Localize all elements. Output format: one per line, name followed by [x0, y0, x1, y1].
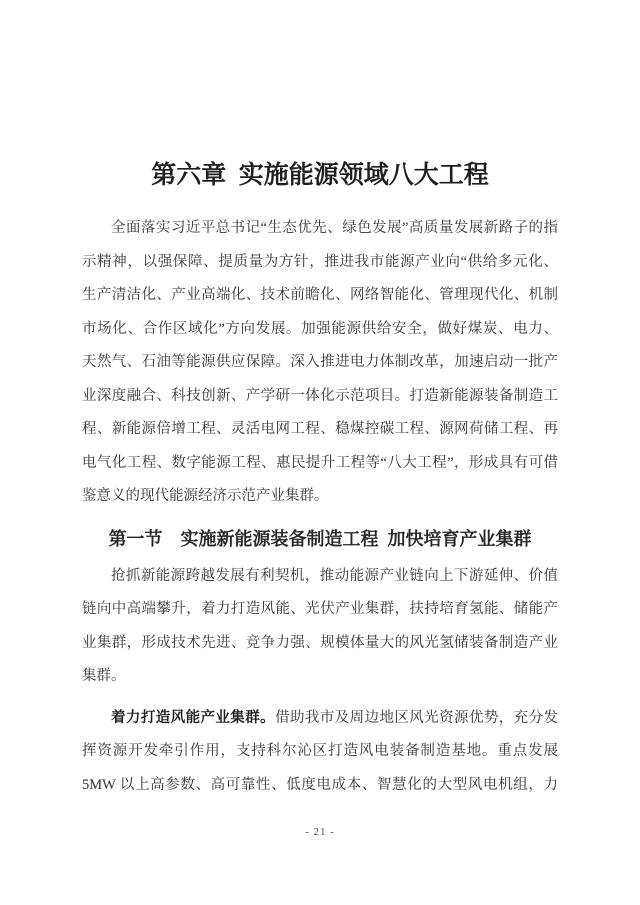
body-line: 业深度融合、科技创新、产学研一体化示范项目。打造新能源装备制造工: [82, 387, 558, 404]
body-line: 集群。: [82, 668, 126, 684]
paragraph-section-intro: [82, 560, 558, 694]
section-title: 第一节 实施新能源装备制造工程 加快培育产业集群: [108, 528, 532, 549]
body-line: 示精神，以强保障、提质量为方针，推进我市能源产业向“供给多元化、: [82, 253, 558, 270]
body-line: 5MW 以上高参数、高可靠性、低度电成本、智慧化的大型风电机组，力: [82, 776, 558, 793]
body-line: 挥资源开发牵引作用，支持科尔沁区打造风电装备制造基地。重点发展: [82, 743, 558, 759]
body-line: 全面落实习近平总书记“生态优先、绿色发展”高质量发展新路子的指: [111, 220, 558, 236]
body-line: 抢抓新能源跨越发展有利契机，推动能源产业链向上下游延伸、价值: [111, 567, 558, 584]
chapter-title: 第六章 实施能源领域八大工程: [151, 162, 489, 189]
bold-lead-text: 着力打造风能产业集群。: [111, 709, 276, 726]
body-line: 着力打造风能产业集群。借助我市及周边地区风光资源优势，充分发: [111, 709, 559, 726]
body-line: 业集群，形成技术先进、竞争力强、规模体量大的风光氢储装备制造产业: [82, 634, 558, 651]
page-number: - 21 -: [305, 826, 335, 838]
paragraph-intro: [82, 212, 558, 514]
body-line: 市场化、合作区域化”方向发展。加强能源供给安全，做好煤炭、电力、: [82, 320, 558, 337]
body-line: 生产清洁化、产业高端化、技术前瞻化、网络智能化、管理现代化、机制: [82, 287, 558, 303]
paragraph-wind-cluster: [82, 702, 558, 803]
body-line: 链向中高端攀升，着力打造风能、光伏产业集群，扶持培育氢能、储能产: [82, 601, 558, 617]
body-line: 程、新能源倍增工程、灵活电网工程、稳煤控碳工程、源网荷储工程、再: [82, 421, 558, 437]
body-line: 天然气、石油等能源供应保障。深入推进电力体制改革，加速启动一批产: [82, 354, 558, 370]
document-content: [82, 0, 558, 802]
body-line: 电气化工程、数字能源工程、惠民提升工程等“八大工程”，形成具有可借: [82, 454, 558, 471]
body-line: 鉴意义的现代能源经济示范产业集群。: [82, 488, 329, 504]
